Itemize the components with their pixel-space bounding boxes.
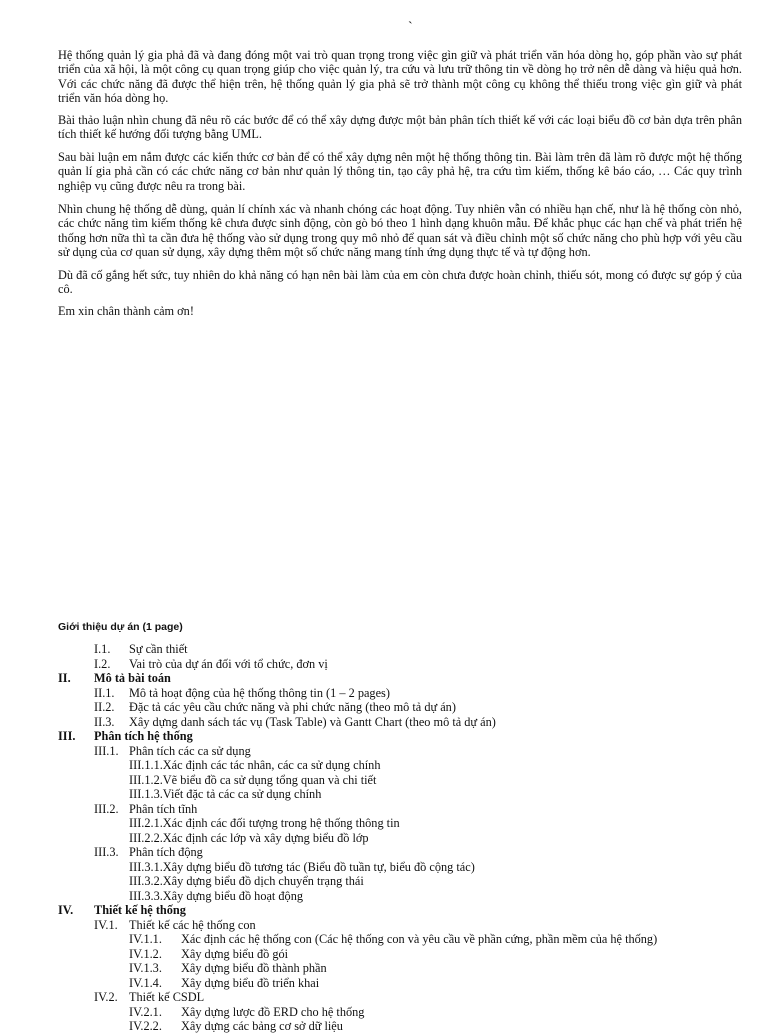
toc-subitem (0, 961, 768, 976)
toc-text: III.1.1.Xác định các tác nhân, các ca sử dụng chính (129, 758, 381, 772)
toc-text: Đặc tả các yêu cầu chức năng và phi chức năng (theo mô tả dự án) (129, 700, 456, 714)
toc-item (0, 642, 768, 657)
toc-item (0, 744, 768, 759)
paragraph-method: Bài thảo luận nhìn chung đã nêu rõ các bước để có thể xây dựng được một bản phân tích thiết kế với các loại biểu đồ cơ bản dựa trên phân tích thiết kế hướng đối tượng bằng UML. (58, 113, 742, 142)
toc-item (0, 715, 768, 730)
toc-text: Thiết kế hệ thống (94, 903, 186, 917)
toc-text: Xác định các hệ thống con (Các hệ thống con và yêu cầu về phần cứng, phần mềm của hệ thống) (181, 932, 658, 946)
toc-number: IV.2.2. (129, 1019, 162, 1033)
paragraph-limitations: Nhìn chung hệ thống dễ dùng, quản lí chính xác và nhanh chóng các hoạt động. Tuy nhiên vẫn có nhiều hạn chế, như là hệ thống còn nhỏ, các chức năng tìm kiếm thống kê chưa được sinh động, còn gò bó theo 1 hình dạng khuôn mẫu. Để khắc phục các hạn chế và phát triển hệ thống hơn nữa thì ta cần đưa hệ thống vào sử dụng trong quy mô nhỏ để quan sát và điều chỉnh một số chức năng cho phù hợp với yêu cầu sử dụng của cơ quan sử dụng, xây dựng thêm một số chức năng mang tính ứng dụng thực tế và tự động hơn. (58, 202, 742, 260)
toc-subitem (0, 816, 768, 831)
toc-subitem (0, 773, 768, 788)
toc-text: Mô tả bài toán (94, 671, 171, 685)
toc-section (0, 671, 768, 686)
toc-number: I.2. (94, 656, 111, 671)
toc-subitem (0, 831, 768, 846)
toc-number: IV.1.2. (129, 946, 162, 961)
toc-number: II.1. (94, 685, 115, 700)
toc-subitem (0, 758, 768, 773)
toc-item (0, 990, 768, 1005)
toc-text: Thiết kế các hệ thống con (129, 917, 256, 932)
toc-item (0, 657, 768, 672)
toc-section (0, 903, 768, 918)
toc-number: II. (58, 671, 71, 685)
toc-number: II.3. (94, 714, 115, 729)
toc-text: III.1.2.Vẽ biểu đồ ca sử dụng tổng quan và chi tiết (129, 772, 377, 787)
toc-subitem (0, 787, 768, 802)
toc-number: IV.1.1. (129, 932, 162, 946)
toc-subitem (0, 947, 768, 962)
toc-text: III.3.1.Xây dựng biểu đồ tương tác (Biểu đồ tuần tự, biểu đồ cộng tác) (129, 859, 475, 874)
toc-number: III.2. (94, 801, 119, 816)
paragraph-apology: Dù đã cố gắng hết sức, tuy nhiên do khả năng có hạn nên bài làm của em còn chưa được hoàn chỉnh, thiếu sót, mong có được sự góp ý của cô. (58, 268, 742, 297)
toc-subitem (0, 874, 768, 889)
paragraph-summary: Hệ thống quản lý gia phả đã và đang đóng một vai trò quan trọng trong việc gìn giữ và phát triển văn hóa dòng họ, góp phần vào sự phát triển của xã hội, là một công cụ quan trọng giúp cho việc quản lý, tra cứu và lưu trữ thông tin về dòng họ trở nên dễ dàng và hiệu quả hơn. Với các chức năng đã được thể hiện trên, hệ thống quản lý gia phả sẽ trở thành một công cụ không thể thiếu trong việc gìn giữ và phát triển văn hóa dòng họ. (58, 48, 742, 106)
table-of-contents (0, 642, 768, 1034)
toc-text: III.1.3.Viết đặc tả các ca sử dụng chính (129, 787, 322, 801)
toc-item (0, 802, 768, 817)
toc-text: Phân tích hệ thống (94, 729, 193, 743)
toc-text: Xây dựng lược đồ ERD cho hệ thống (181, 1004, 365, 1019)
top-mark: ` (408, 20, 413, 35)
toc-text: III.3.3.Xây dựng biểu đồ hoạt động (129, 888, 304, 903)
toc-text: Phân tích động (129, 845, 203, 859)
toc-subitem (0, 860, 768, 875)
toc-number: III.3. (94, 845, 119, 859)
toc-number: II.2. (94, 700, 115, 714)
toc-subitem (0, 976, 768, 991)
toc-item (0, 845, 768, 860)
toc-number: IV.1.3. (129, 961, 162, 975)
toc-number: I.1. (94, 642, 111, 656)
toc-item (0, 686, 768, 701)
toc-text: III.3.2.Xây dựng biểu đồ dịch chuyển trạng thái (129, 874, 364, 888)
toc-number: III.1. (94, 743, 119, 758)
toc-text: Xây dựng biểu đồ triển khai (181, 975, 320, 990)
intro-heading: Giới thiệu dự án (1 page) (58, 621, 183, 633)
toc-subitem (0, 1019, 768, 1034)
toc-text: Vai trò của dự án đối với tổ chức, đơn vị (129, 656, 328, 671)
toc-subitem (0, 1005, 768, 1020)
toc-number: IV. (58, 903, 74, 917)
toc-section (0, 729, 768, 744)
toc-text: Mô tả hoạt động của hệ thống thông tin (1 – 2 pages) (129, 685, 390, 700)
toc-text: Phân tích tĩnh (129, 801, 198, 816)
toc-number: IV.1.4. (129, 975, 162, 990)
paragraph-learning: Sau bài luận em nắm được các kiến thức cơ bản để có thể xây dựng nên một hệ thống thông tin. Bài làm trên đã làm rõ được một hệ thống quản lí gia phả cần có các chức năng cơ bản như quản lý thông tin, tạo cây phả hệ, tra cứu tìm kiếm, thống kê báo cáo, … Các quy trình nghiệp vụ cũng được nêu ra trong bài. (58, 150, 742, 193)
toc-number: IV.2.1. (129, 1004, 162, 1019)
toc-text: Thiết kế CSDL (129, 990, 205, 1004)
toc-item (0, 700, 768, 715)
toc-text: III.2.2.Xác định các lớp và xây dựng biểu đồ lớp (129, 830, 369, 845)
toc-text: Phân tích các ca sử dụng (129, 743, 251, 758)
toc-subitem (0, 889, 768, 904)
toc-number: IV.1. (94, 917, 118, 932)
toc-text: Xây dựng các bảng cơ sở dữ liệu (181, 1019, 343, 1033)
toc-item (0, 918, 768, 933)
toc-text: Sự cần thiết (129, 642, 188, 656)
paragraph-thanks: Em xin chân thành cảm ơn! (58, 304, 194, 318)
toc-text: Xây dựng biểu đồ thành phần (181, 961, 327, 975)
toc-text: III.2.1.Xác định các đối tượng trong hệ thống thông tin (129, 816, 400, 830)
toc-text: Xây dựng danh sách tác vụ (Task Table) và Gantt Chart (theo mô tả dự án) (129, 714, 496, 729)
toc-text: Xây dựng biểu đồ gói (181, 946, 289, 961)
toc-number: IV.2. (94, 990, 118, 1004)
toc-subitem (0, 932, 768, 947)
toc-number: III. (58, 729, 76, 743)
